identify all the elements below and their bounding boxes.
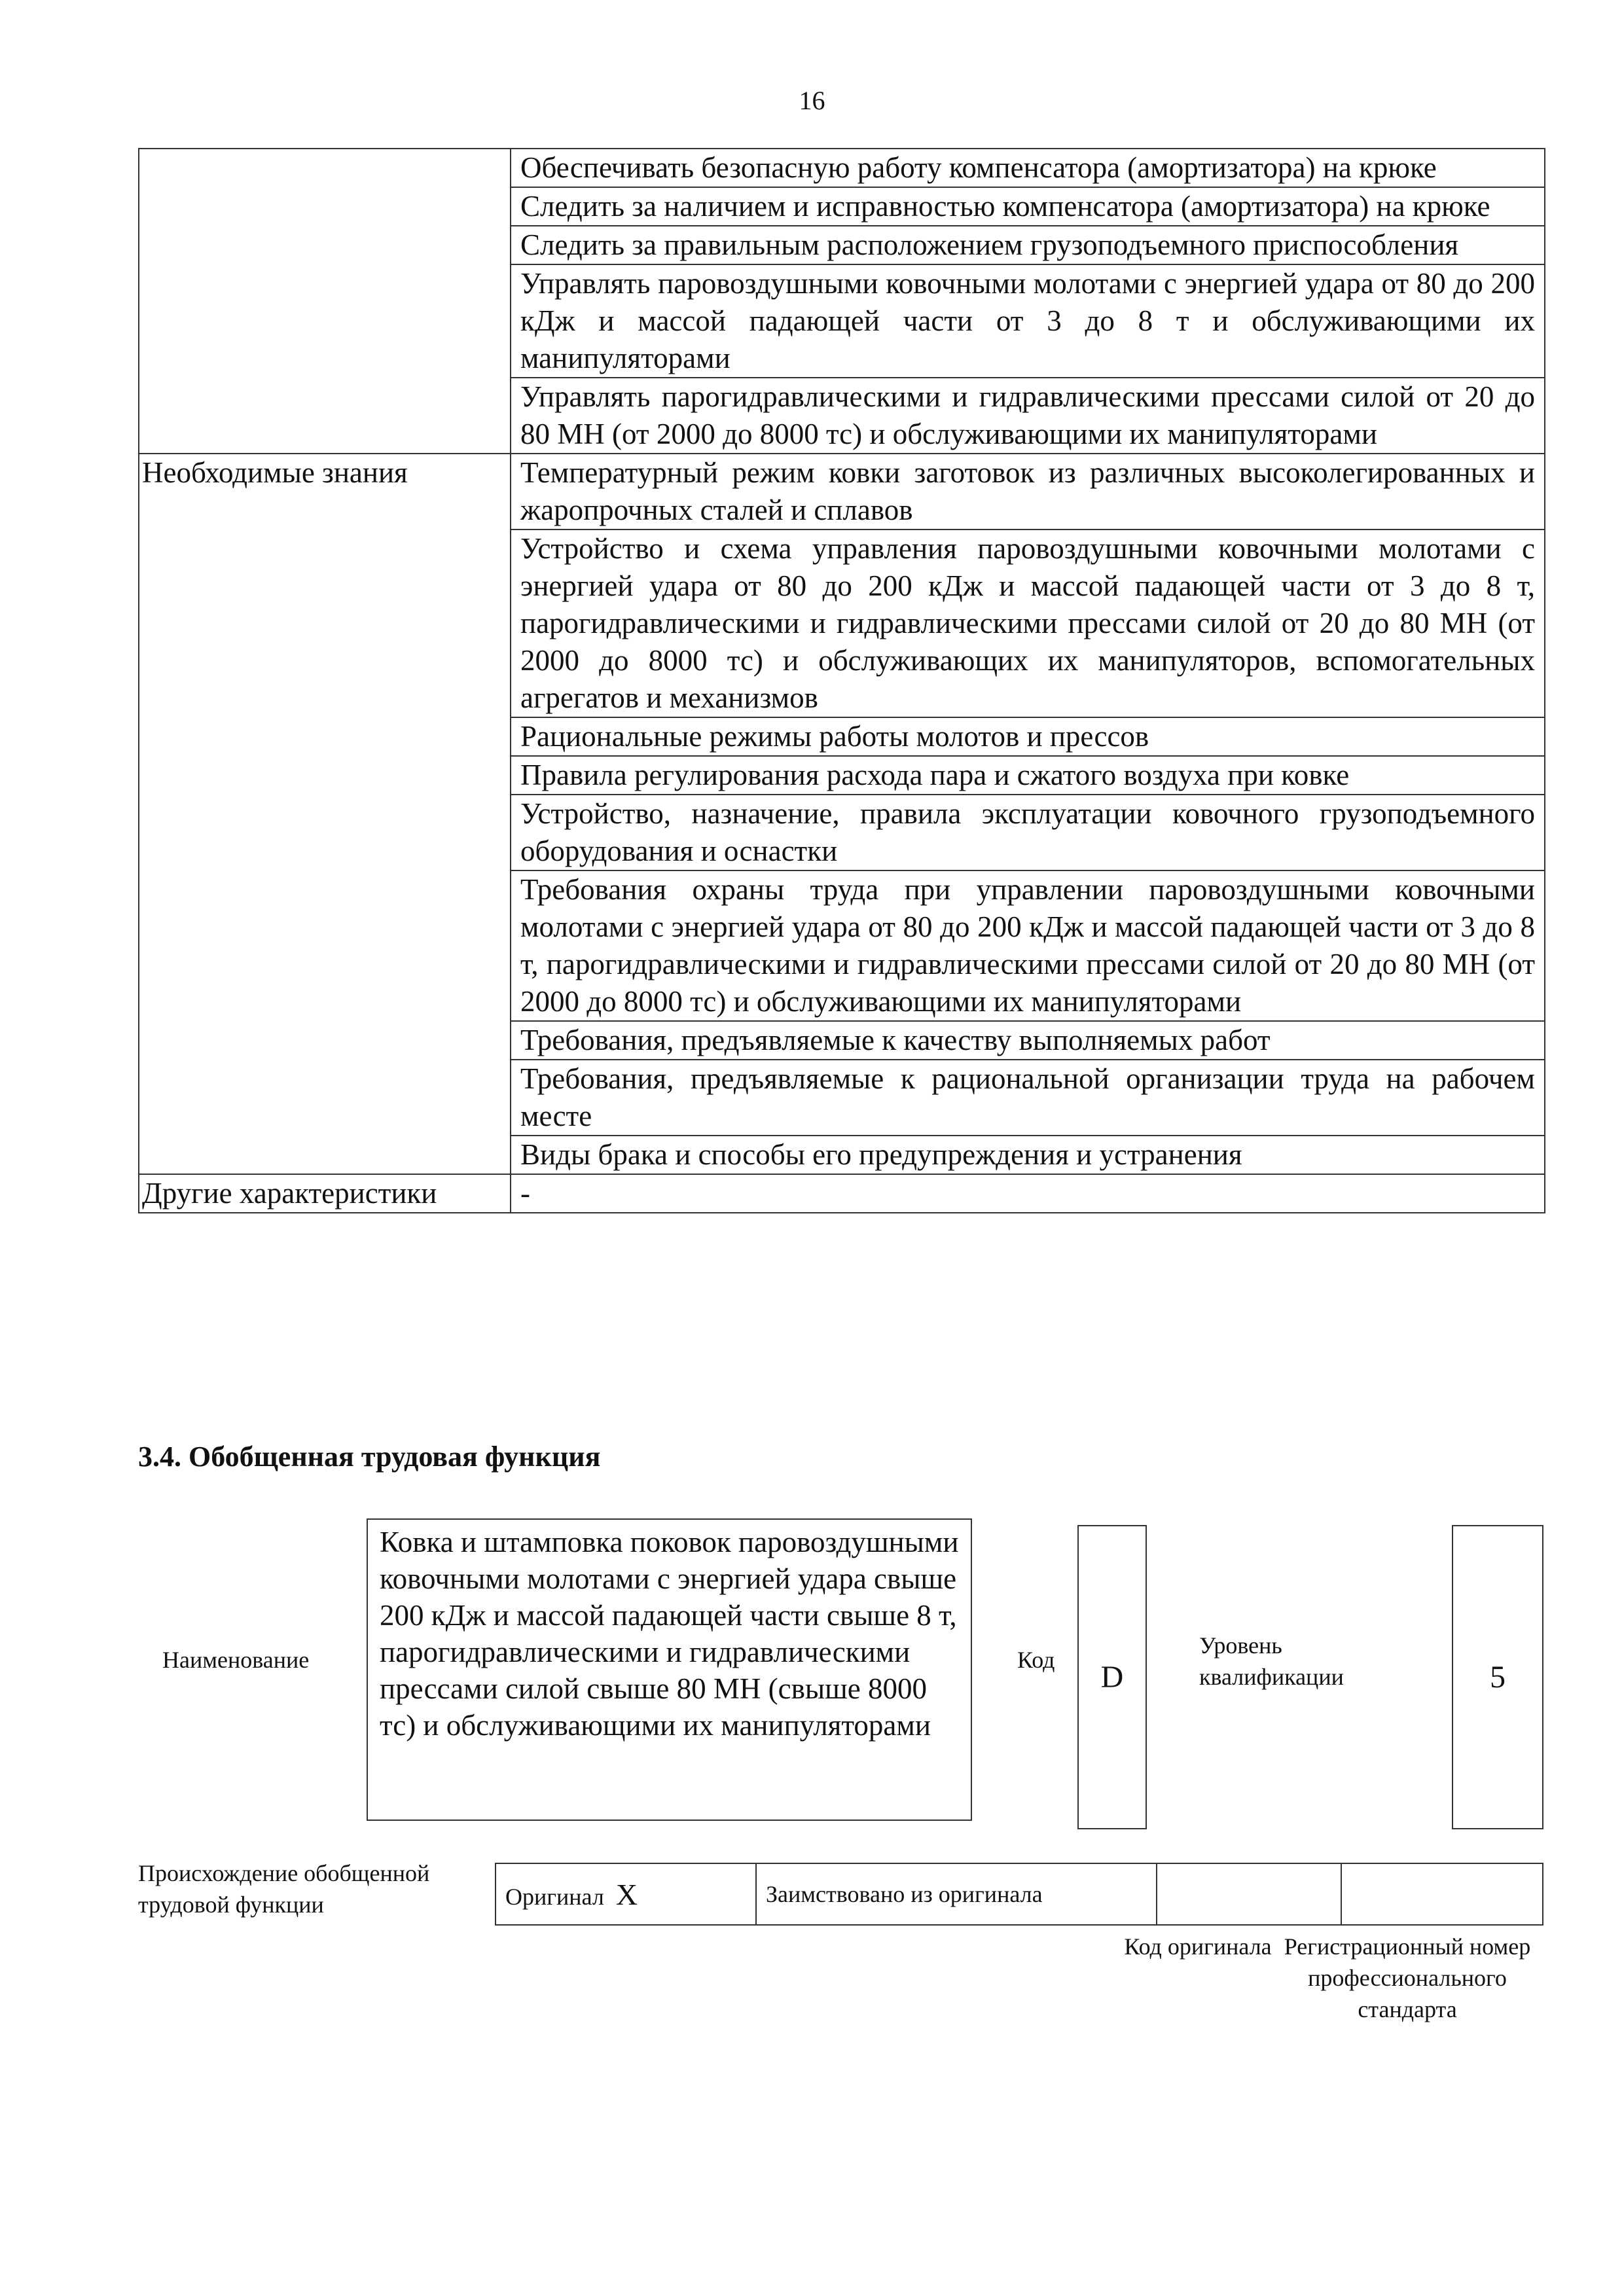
row-text: Правила регулирования расхода пара и сжатого воздуха при ковке — [511, 756, 1545, 795]
origin-table — [495, 1863, 1543, 1926]
code-label: Код — [1017, 1647, 1055, 1673]
original-label: Оригинал — [505, 1883, 604, 1910]
code-value-box: D — [1077, 1525, 1147, 1829]
section-heading: 3.4. Обобщенная трудовая функция — [138, 1441, 601, 1473]
origin-label: Происхождение обобщенной трудовой функции — [138, 1860, 430, 1918]
row-text: Управлять парогидравлическими и гидравлическими прессами силой от 20 до 80 МН (от 2000 до 8000 тс) и обслуживающими их манипуляторами — [511, 378, 1545, 454]
row-label: Необходимые знания — [139, 454, 511, 1174]
borrowed-label: Заимствовано из оригинала — [766, 1881, 1043, 1907]
row-text: Следить за правильным расположением грузоподъемного приспособления — [511, 226, 1545, 264]
registration-number-cell — [1341, 1863, 1543, 1925]
row-text: - — [511, 1174, 1545, 1213]
row-text: Рациональные режимы работы молотов и прессов — [511, 717, 1545, 756]
row-text: Управлять паровоздушными ковочными молотами с энергией удара от 80 до 200 кДж и массой падающей части от 3 до 8 т и обслуживающими их манипуляторами — [511, 264, 1545, 378]
row-text: Требования, предъявляемые к качеству выполняемых работ — [511, 1021, 1545, 1060]
row-text: Температурный режим ковки заготовок из различных высоколегированных и жаропрочных сталей и сплавов — [511, 454, 1545, 529]
row-label — [139, 149, 511, 454]
row-text: Устройство и схема управления паровоздушными ковочными молотами с энергией удара от 80 до 200 кДж и массой падающей части от 3 до 8 т, парогидравлическими и гидравлическими прессами силой от 20 до 80 МН (от 2000 до 8000 тс) и обслуживающих их манипуляторов, вспомогательных агрегатов и механизмов — [511, 529, 1545, 717]
row-text: Требования, предъявляемые к рациональной организации труда на рабочем месте — [511, 1060, 1545, 1136]
table-row — [139, 1174, 1545, 1213]
row-text: Обеспечивать безопасную работу компенсатора (амортизатора) на крюке — [511, 149, 1545, 187]
borrowed-cell — [756, 1863, 1157, 1925]
row-text: Следить за наличием и исправностью компенсатора (амортизатора) на крюке — [511, 187, 1545, 226]
function-name-box: Ковка и штамповка поковок паровоздушными ковочными молотами с энергией удара свыше 200 кДж и массой падающей части свыше 8 т, парогидравлическими и гидравлическими прессами силой свыше 80 МН (свыше 8000 тс) и обслуживающими их манипуляторами — [367, 1518, 972, 1821]
skills-knowledge-table — [138, 148, 1545, 1213]
name-label: Наименование — [162, 1647, 310, 1673]
original-mark: X — [615, 1877, 638, 1911]
table-row — [139, 454, 1545, 529]
row-text: Устройство, назначение, правила эксплуатации ковочного грузоподъемного оборудования и оснастки — [511, 795, 1545, 870]
original-cell — [496, 1863, 756, 1925]
original-code-cell — [1157, 1863, 1341, 1925]
table-row — [139, 149, 1545, 187]
code-caption: Код оригинала — [1124, 1933, 1272, 1960]
qualification-level-box: 5 — [1452, 1525, 1543, 1829]
row-text: Виды брака и способы его предупреждения и устранения — [511, 1136, 1545, 1174]
registration-caption: Регистрационный номер профессионального стандарта — [1284, 1933, 1531, 2022]
row-label: Другие характеристики — [139, 1174, 511, 1213]
page-number: 16 — [799, 86, 825, 115]
qualification-level-label: Уровень квалификации — [1199, 1632, 1344, 1690]
row-text: Требования охраны труда при управлении паровоздушными ковочными молотами с энергией удара от 80 до 200 кДж и массой падающей части от 3 до 8 т, парогидравлическими и гидравлическими прессами силой от 20 до 80 МН (от 2000 до 8000 тс) и обслуживающими их манипуляторами — [511, 870, 1545, 1021]
